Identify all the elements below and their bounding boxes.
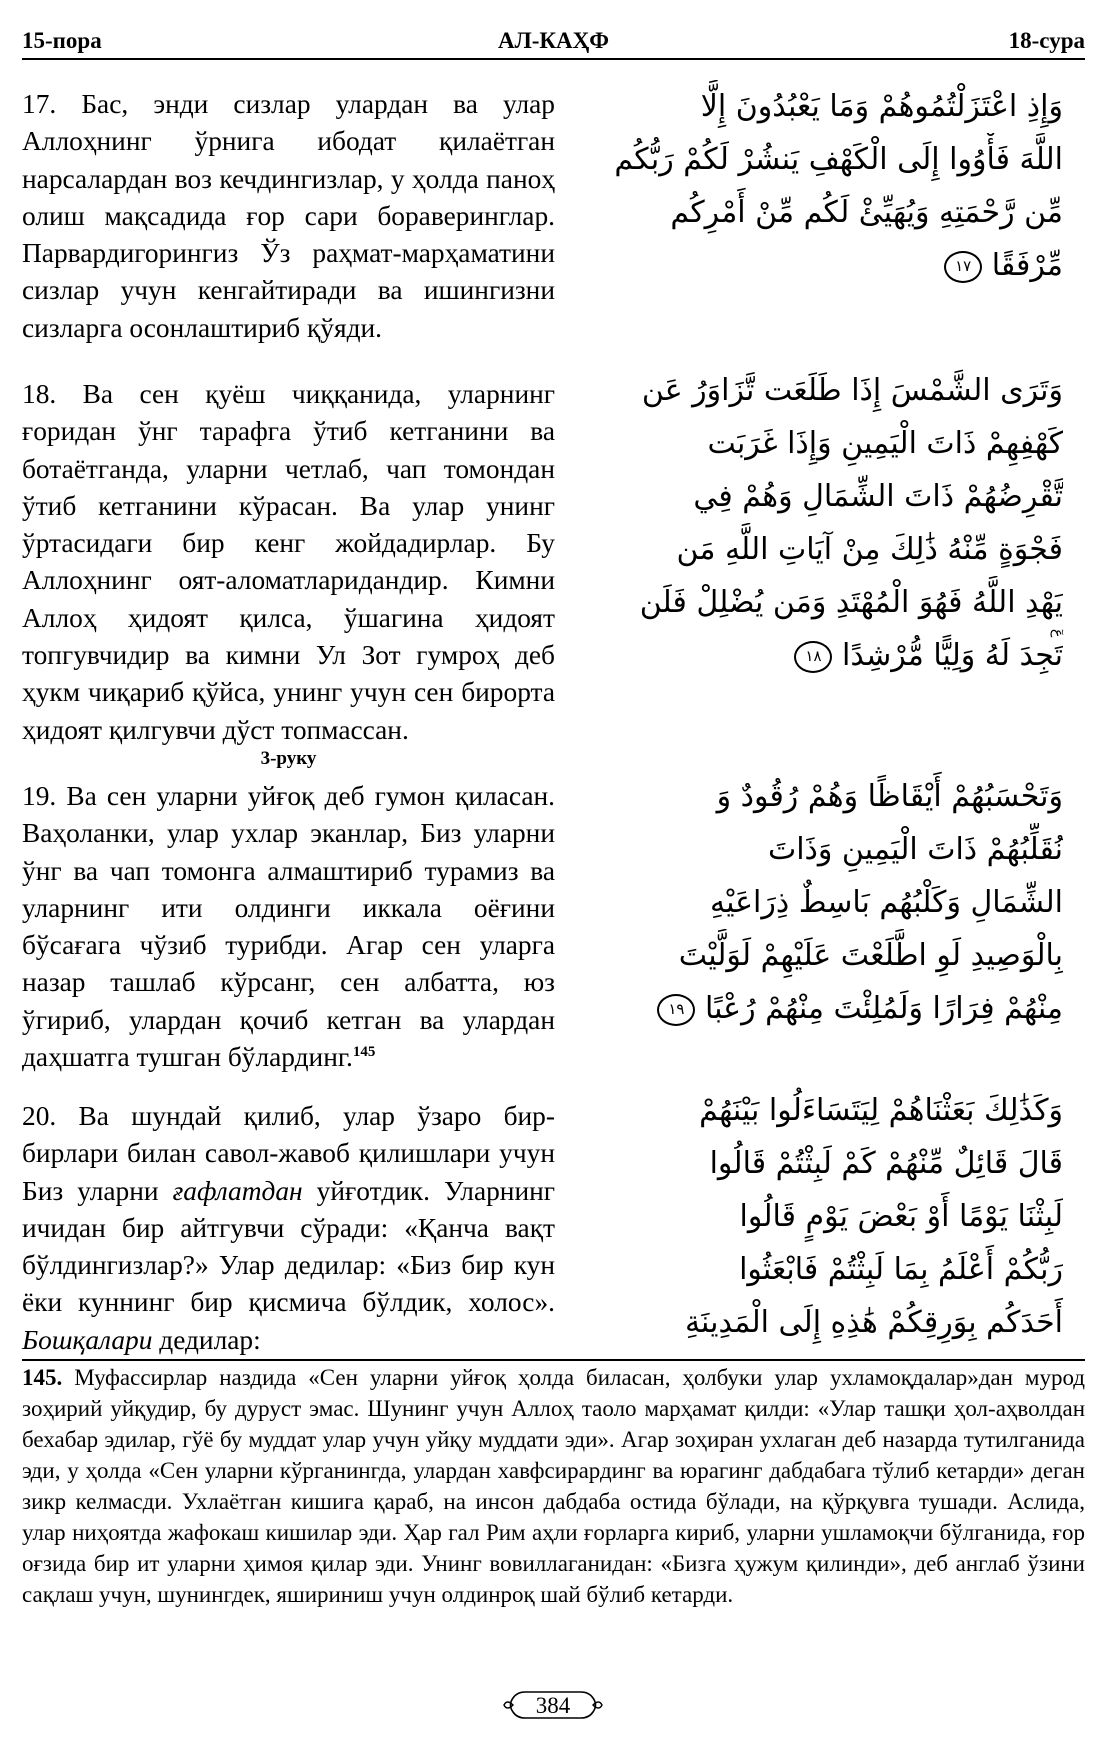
arabic-line: اللَّهَ فَأْوُوا إِلَى الْكَهْفِ يَنشُرْ لَكُمْ رَبُّكُم	[614, 142, 1063, 177]
arabic-line: لَبِثْنَا يَوْمًا أَوْ بَعْضَ يَوْمٍ قَالُوا	[739, 1199, 1063, 1234]
verse-18-arabic	[575, 364, 1063, 682]
surah-number: 18-сура	[1008, 28, 1085, 53]
verse-20-arabic	[575, 1084, 1063, 1349]
verse-20-part: уйғотдик. Уларнинг ичидан бир айтгувчи сўради: «Қанча вақт бўлдингизлар?» Улар дедилар: «Биз бир кун ёки куннинг бир қисмича бўлдик, холос».	[22, 1175, 556, 1318]
arabic-line: وَتَرَى الشَّمْسَ إِذَا طَلَعَت تَّزَاوَرُ عَن	[641, 373, 1063, 408]
verse-19-text	[22, 778, 555, 1076]
page-header	[22, 22, 1085, 56]
arabic-line: وَإِذِ اعْتَزَلْتُمُوهُمْ وَمَا يَعْبُدُونَ إِلَّا	[700, 89, 1063, 124]
arabic-line: الشِّمَالِ وَكَلْبُهُم بَاسِطٌ ذِرَاعَيْهِ	[710, 885, 1063, 920]
verse-18-translation	[22, 376, 555, 749]
verse-17-translation	[22, 86, 555, 347]
ruku-end-marker: عٓ	[1050, 628, 1066, 638]
verse-17-arabic	[575, 80, 1063, 292]
verse-20-italic: ғафлатдан	[172, 1175, 303, 1206]
footnote-rule	[22, 1359, 1085, 1361]
verse-19-translation	[22, 778, 555, 1076]
footnote-145	[22, 1362, 1085, 1610]
arabic-line: قَالَ قَائِلٌ مِّنْهُمْ كَمْ لَبِثْتُمْ قَالُوا	[709, 1146, 1063, 1181]
verse-20-italic: Бошқалари	[22, 1324, 153, 1355]
arabic-line: كَهْفِهِمْ ذَاتَ الْيَمِينِ وَإِذَا غَرَبَت	[707, 426, 1063, 461]
arabic-line	[575, 629, 1063, 682]
arabic-line: بِالْوَصِيدِ لَوِ اطَّلَعْتَ عَلَيْهِمْ لَوَلَّيْتَ	[678, 938, 1063, 973]
arabic-line: يَهْدِ اللَّهُ فَهُوَ الْمُهْتَدِ وَمَن يُضْلِلْ فَلَن	[639, 585, 1063, 620]
header-rule	[22, 58, 1085, 60]
page-number-badge	[503, 1688, 603, 1722]
verse-19-body: 19. Ва сен уларни уйғоқ деб гумон қиласан. Ваҳоланки, улар ухлар эканлар, Биз уларни ўнг ва чап томонга алмаштириб турамиз ва уларнинг ити олдинги иккала оёғини бўсағага чўзиб турибди. Агар сен уларга назар ташлаб кўрсанг, сен албатта, юз ўгириб, улардан қочиб кетган ва улардан даҳшатга тушган бўлардинг.	[22, 781, 555, 1073]
verse-end-marker: ١٧	[944, 251, 982, 283]
footnote-ref[interactable]: 145	[352, 1043, 376, 1060]
ruku-heading: 3-руку	[260, 748, 317, 769]
arabic-text: مِّرْفَقًا	[991, 248, 1063, 283]
verse-end-marker: ١٩	[657, 994, 695, 1026]
verse-20-part: 20. Ва шундай қилиб, улар ўзаро бир-бирлари билан савол-жавоб қилишлари учун Биз уларни	[22, 1101, 555, 1206]
juz-label: 15-пора	[22, 28, 102, 53]
verse-18-text: 18. Ва сен қуёш чиққанида, уларнинг ғоридан ўнг тарафга ўтиб кетганини ва ботаётганда, уларни четлаб, чап томондан ўтиб кетганини кўрасан. Ва улар унинг ўртасидаги бир кенг жойдадирлар. Бу Аллоҳнинг оят-аломатларидандир. Кимни Аллоҳ ҳидоят қилса, ўшагина ҳидоят топгувчидир ва кимни Ул Зот гумроҳ деб ҳукм чиқариб қўйса, унинг учун сен бирорта ҳидоят қилгувчи дўст топмассан.	[22, 379, 555, 745]
arabic-text: مِنْهُمْ فِرَارًا وَلَمُلِئْتَ مِنْهُمْ رُعْبًا	[704, 991, 1063, 1026]
verse-20-translation	[22, 1098, 555, 1359]
verse-20-part: дедилар:	[152, 1324, 261, 1355]
footnote-text: Муфассирлар наздида «Сен уларни уйғоқ ҳолда биласан, ҳолбуки улар ухламоқдалар»дан мурод зоҳирий уйқудир, бу дуруст эмас. Шунинг учун Аллоҳ таоло марҳамат қилди: «Улар ташқи ҳол-аҳволдан бехабар эдилар, гўё бу муддат улар учун уйқу муддати эди». Агар зоҳиран ухлаган деб назарда тутилганида эди, у ҳолда «Сен уларни кўрганингда, улардан хавфсирардинг ва юрагинг дабдабага тўлиб кетарди» деган зикр келмасди. Ухлаётган кишига қараб, на инсон дабдаба остида бўлади, на қўрқувга тушади. Аслида, улар ниҳоятда жафокаш кишилар эди. Ҳар гал Рим аҳли ғорларга кириб, уларни ушламоқчи бўлганида, ғор оғзида бир ит уларни ҳимоя қилар эди. Унинг вовиллаганидан: «Бизга ҳужум қилинди», деб англаб ўзини сақлаш учун, шунингдек, яшириниш учун олдинроқ шай бўлиб кетарди.	[22, 1365, 1085, 1607]
verse-17-text: 17. Бас, энди сизлар улардан ва улар Аллоҳнинг ўрнига ибодат қилаётган нарсалардан воз кечдингизлар, у ҳолда паноҳ олиш мақсадида ғор сари бораверинглар. Парвардигорингиз Ўз раҳмат-марҳаматини сизлар учун кенгайтиради ва ишингизни сизларга осонлаштириб қўяди.	[22, 89, 555, 343]
arabic-line: وَتَحْسَبُهُمْ أَيْقَاظًا وَهُمْ رُقُودٌ وَ	[716, 779, 1063, 814]
arabic-line: وَكَذَٰلِكَ بَعَثْنَاهُمْ لِيَتَسَاءَلُوا بَيْنَهُمْ	[699, 1093, 1063, 1128]
arabic-line	[575, 239, 1063, 292]
arabic-line: مِّن رَّحْمَتِهِ وَيُهَيِّئْ لَكُم مِّنْ أَمْرِكُم	[670, 195, 1063, 230]
surah-title: АЛ-КАҲФ	[497, 28, 610, 53]
arabic-line: فَجْوَةٍ مِّنْهُ ذَٰلِكَ مِنْ آيَاتِ اللَّهِ مَن	[676, 532, 1063, 567]
arabic-line	[575, 982, 1063, 1035]
verse-19-arabic	[575, 770, 1063, 1035]
arabic-line: نُقَلِّبُهُمْ ذَاتَ الْيَمِينِ وَذَاتَ	[767, 832, 1063, 867]
arabic-text: تَجِدَ لَهُ وَلِيًّا مُّرْشِدًا	[842, 638, 1063, 673]
verse-20-text	[22, 1098, 555, 1359]
arabic-line: رَبُّكُمْ أَعْلَمُ بِمَا لَبِثْتُمْ فَابْعَثُوا	[739, 1252, 1063, 1287]
verse-end-marker: ١٨	[794, 641, 832, 673]
page-number: 384	[535, 1693, 571, 1718]
arabic-line: تَّقْرِضُهُمْ ذَاتَ الشِّمَالِ وَهُمْ فِي	[693, 479, 1063, 514]
arabic-line: أَحَدَكُم بِوَرِقِكُمْ هَٰذِهِ إِلَى الْمَدِينَةِ	[684, 1305, 1063, 1340]
footnote-number: 145.	[22, 1365, 63, 1390]
